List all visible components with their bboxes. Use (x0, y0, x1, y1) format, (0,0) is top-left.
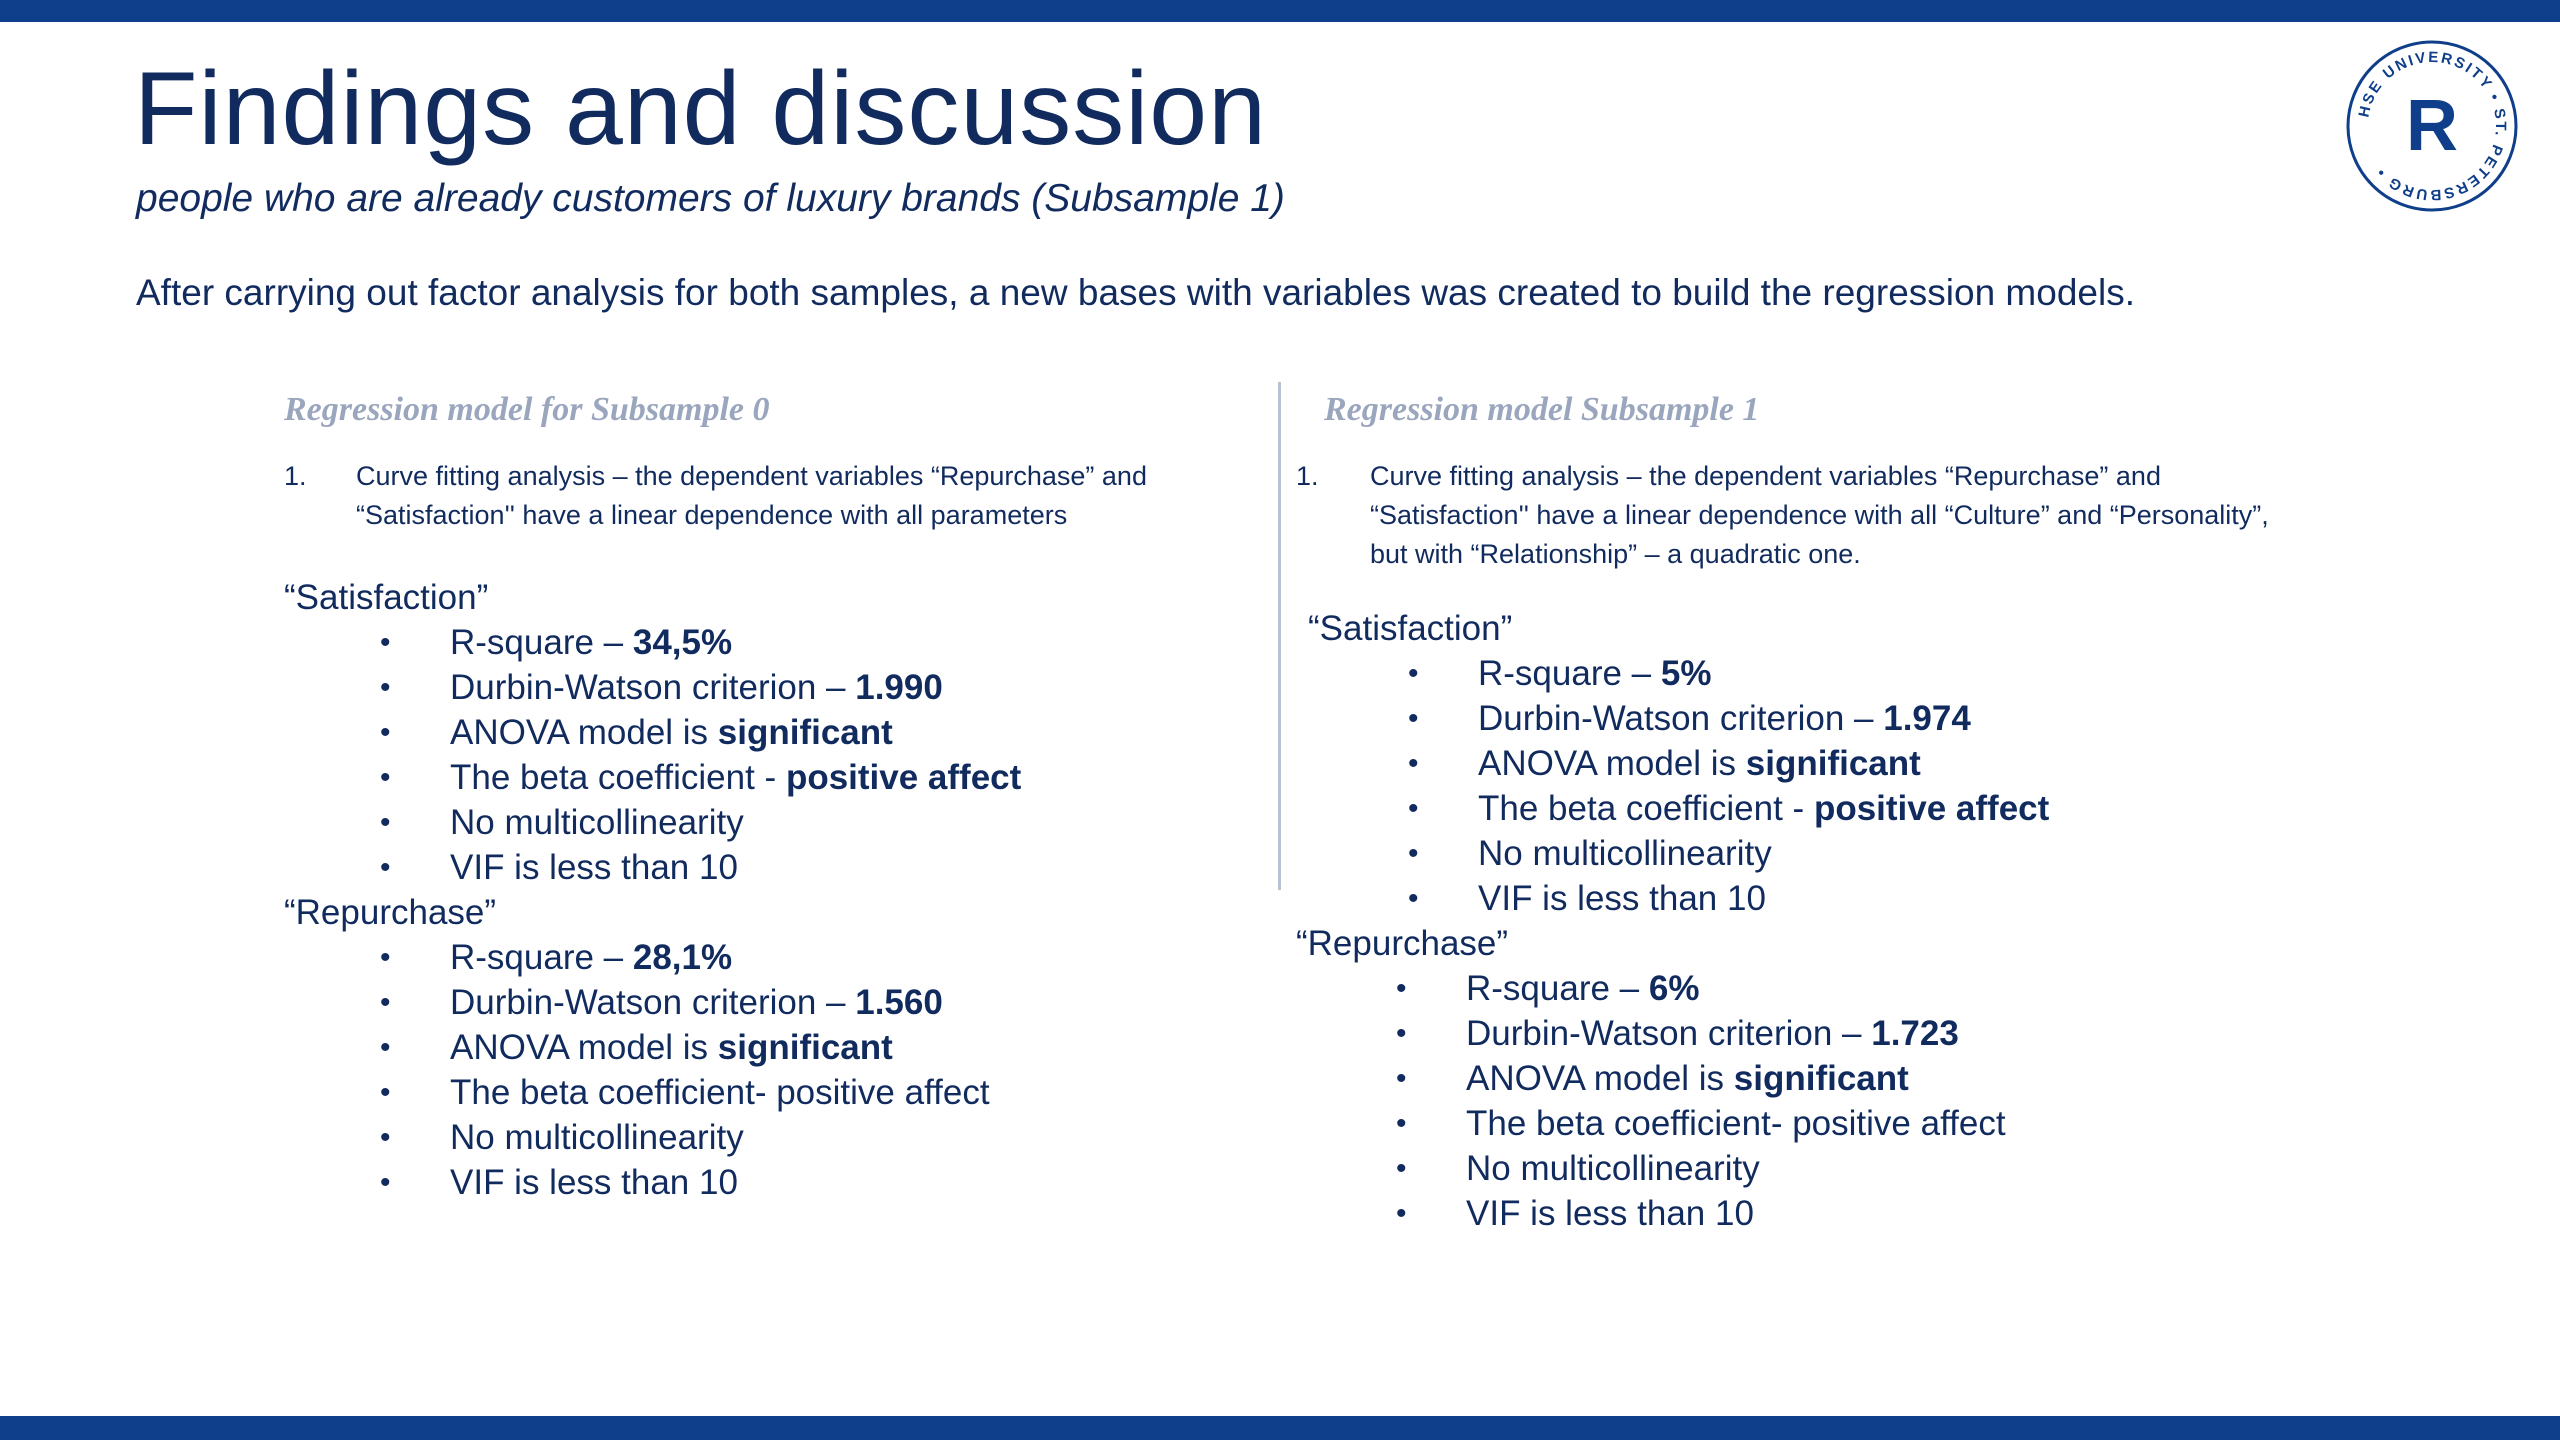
right-column (1296, 385, 2296, 1236)
right-numbered-item (1296, 457, 2296, 574)
bullet-text: Durbin-Watson criterion – (1478, 699, 1884, 738)
group-label: “Satisfaction” (284, 578, 489, 617)
bullet-dot-icon: • (1408, 837, 1419, 870)
bullet-dot-icon: • (380, 1031, 391, 1064)
right-model-title: Regression model Subsample 1 (1324, 391, 1760, 428)
bullet-item (284, 710, 1244, 755)
bullet-value: significant (717, 1028, 893, 1067)
slide-title: Findings and discussion (134, 51, 1267, 167)
bullet-dot-icon: • (1408, 792, 1419, 825)
bullet-dot-icon: • (380, 1076, 391, 1109)
bullet-dot-icon: • (380, 806, 391, 839)
bullet-text: R-square – (450, 623, 633, 662)
bullet-dot-icon: • (380, 671, 391, 704)
bullet-list (1296, 966, 2296, 1236)
bullet-text: The beta coefficient - (450, 758, 786, 797)
bullet-text: Durbin-Watson criterion – (450, 983, 856, 1022)
bullet-item (1308, 876, 2296, 921)
bullet-dot-icon: • (1396, 1017, 1407, 1050)
bullet-text: The beta coefficient - (1478, 789, 1814, 828)
bullet-text: ANOVA model is (450, 1028, 718, 1067)
bullet-text: No multicollinearity (450, 1118, 744, 1157)
university-seal-icon (2344, 38, 2520, 214)
bullet-item (1296, 1011, 2296, 1056)
bullet-dot-icon: • (1408, 657, 1419, 690)
bullet-text: ANOVA model is (450, 713, 718, 752)
bullet-item (284, 935, 1244, 980)
top-brand-bar (0, 0, 2560, 22)
item-number: 1. (1296, 461, 1319, 491)
bullet-text: No multicollinearity (1466, 1149, 1760, 1188)
bullet-item (1308, 786, 2296, 831)
bullet-text: ANOVA model is (1478, 744, 1746, 783)
bullet-list (284, 935, 1244, 1205)
bullet-value: 6% (1648, 969, 1700, 1008)
bullet-value: 34,5% (632, 623, 733, 662)
bullet-item (1308, 696, 2296, 741)
bullet-value: positive affect (785, 758, 1022, 797)
bullet-text: VIF is less than 10 (1466, 1194, 1754, 1233)
item-number: 1. (284, 461, 307, 491)
bullet-dot-icon: • (380, 1121, 391, 1154)
bullet-text: R-square – (1466, 969, 1649, 1008)
slide-subtitle: people who are already customers of luxury brands (Subsample 1) (136, 177, 1285, 220)
bullet-text: No multicollinearity (450, 803, 744, 842)
bullet-text: Durbin-Watson criterion – (450, 668, 856, 707)
bullet-item (1308, 651, 2296, 696)
left-satisfaction-group (284, 575, 1244, 890)
bottom-brand-bar (0, 1416, 2560, 1440)
right-repurchase-group (1296, 921, 2296, 1236)
svg-text:R: R (2406, 86, 2458, 166)
bullet-item (1296, 1146, 2296, 1191)
bullet-dot-icon: • (380, 761, 391, 794)
bullet-item (284, 665, 1244, 710)
bullet-value: 5% (1660, 654, 1712, 693)
left-column (284, 385, 1244, 1205)
bullet-text: ANOVA model is (1466, 1059, 1734, 1098)
bullet-item (1296, 1056, 2296, 1101)
bullet-item (284, 1115, 1244, 1160)
bullet-dot-icon: • (1408, 702, 1419, 735)
bullet-item (284, 800, 1244, 845)
bullet-dot-icon: • (1408, 747, 1419, 780)
bullet-text: Durbin-Watson criterion – (1466, 1014, 1872, 1053)
bullet-item (1308, 831, 2296, 876)
bullet-item (284, 1025, 1244, 1070)
bullet-text: VIF is less than 10 (450, 1163, 738, 1202)
column-divider (1278, 382, 1281, 890)
bullet-text: R-square – (450, 938, 633, 977)
bullet-text: The beta coefficient- positive affect (450, 1073, 990, 1112)
bullet-value: 1.974 (1883, 699, 1971, 738)
bullet-value: 28,1% (632, 938, 733, 977)
bullet-value: 1.723 (1871, 1014, 1959, 1053)
bullet-text: R-square – (1478, 654, 1661, 693)
bullet-dot-icon: • (1396, 1107, 1407, 1140)
left-model-title: Regression model for Subsample 0 (284, 391, 770, 428)
bullet-item (1296, 1191, 2296, 1236)
bullet-dot-icon: • (380, 716, 391, 749)
bullet-value: positive affect (1813, 789, 2050, 828)
bullet-dot-icon: • (380, 1166, 391, 1199)
bullet-text: VIF is less than 10 (1478, 879, 1766, 918)
bullet-value: 1.990 (855, 668, 943, 707)
group-label: “Repurchase” (284, 893, 497, 932)
bullet-dot-icon: • (380, 986, 391, 1019)
bullet-dot-icon: • (380, 626, 391, 659)
bullet-item (284, 1070, 1244, 1115)
item-text: Curve fitting analysis – the dependent variables “Repurchase” and “Satisfaction'' have a linear dependence with all parameters (356, 461, 1147, 530)
right-satisfaction-group (1308, 606, 2296, 921)
bullet-item (1296, 1101, 2296, 1146)
bullet-item (284, 1160, 1244, 1205)
bullet-value: significant (1733, 1059, 1909, 1098)
intro-paragraph: After carrying out factor analysis for both samples, a new bases with variables was created to build the regression models. (136, 272, 2135, 313)
bullet-item (284, 845, 1244, 890)
bullet-dot-icon: • (1408, 882, 1419, 915)
bullet-dot-icon: • (1396, 1152, 1407, 1185)
item-text: Curve fitting analysis – the dependent variables “Repurchase” and “Satisfaction'' have a linear dependence with all “Culture” and “Personality”, but with “Relationship” – a quadratic one. (1370, 461, 2269, 569)
bullet-dot-icon: • (1396, 972, 1407, 1005)
bullet-item (284, 620, 1244, 665)
group-label: “Repurchase” (1296, 924, 1509, 963)
bullet-list (284, 620, 1244, 890)
left-repurchase-group (284, 890, 1244, 1205)
bullet-text: VIF is less than 10 (450, 848, 738, 887)
bullet-item (1308, 741, 2296, 786)
bullet-list (1308, 651, 2296, 921)
bullet-dot-icon: • (380, 941, 391, 974)
left-numbered-item (284, 457, 1244, 535)
bullet-item (284, 980, 1244, 1025)
svg-text:HSE UNIVERSITY • ST. PETERSBUR: HSE UNIVERSITY • ST. PETERSBURG • (2355, 48, 2510, 204)
bullet-dot-icon: • (380, 851, 391, 884)
bullet-value: significant (717, 713, 893, 752)
bullet-value: significant (1745, 744, 1921, 783)
bullet-item (284, 755, 1244, 800)
bullet-text: No multicollinearity (1478, 834, 1772, 873)
bullet-dot-icon: • (1396, 1197, 1407, 1230)
bullet-dot-icon: • (1396, 1062, 1407, 1095)
group-label: “Satisfaction” (1308, 609, 1513, 648)
bullet-text: The beta coefficient- positive affect (1466, 1104, 2006, 1143)
university-logo (2344, 38, 2520, 214)
bullet-value: 1.560 (855, 983, 943, 1022)
bullet-item (1296, 966, 2296, 1011)
